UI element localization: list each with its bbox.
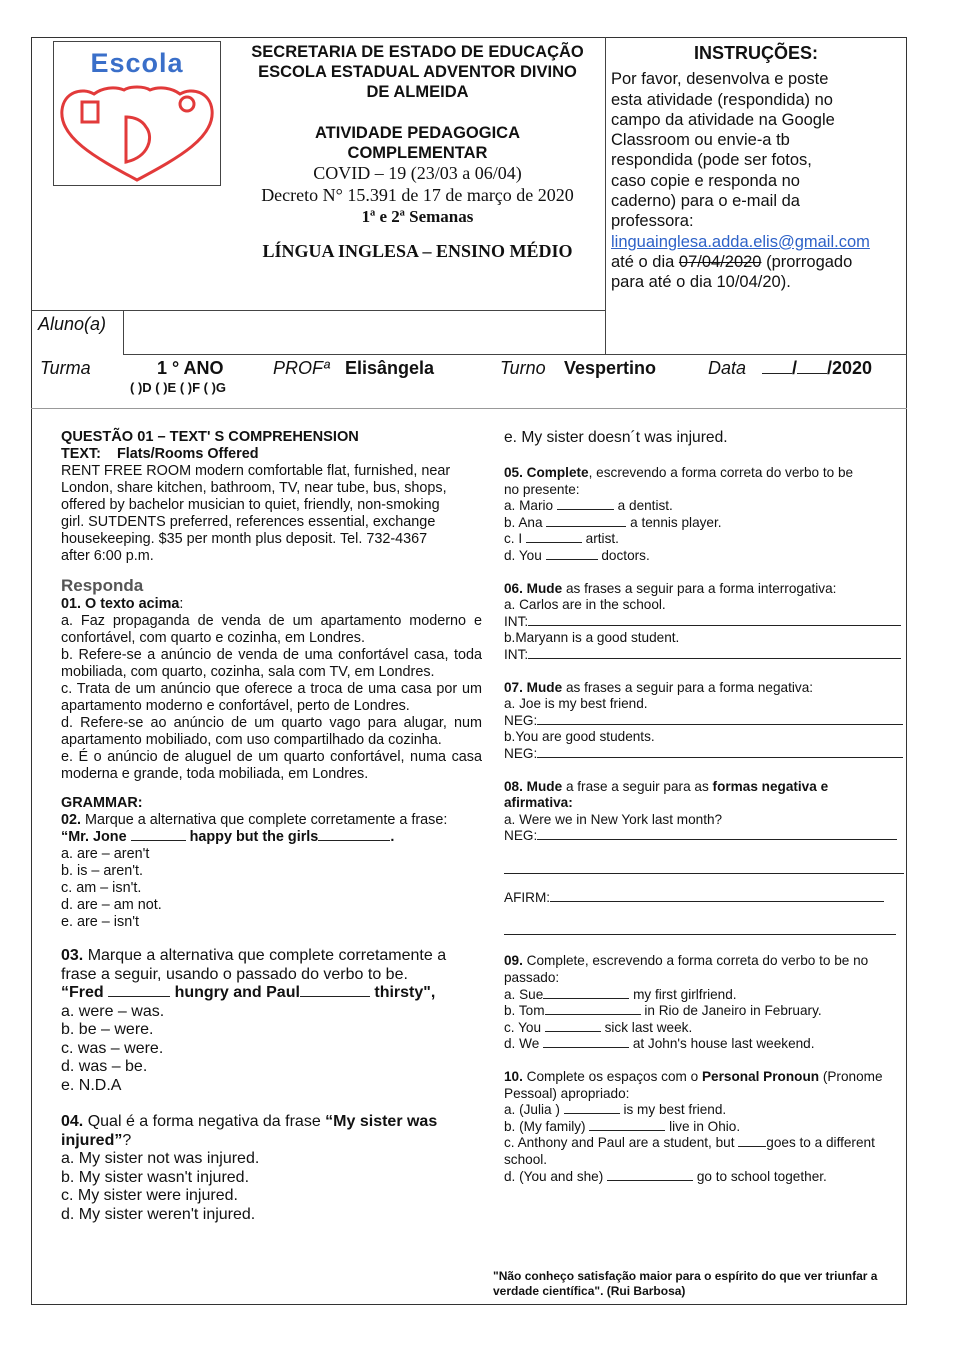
footer-quote (493, 1269, 903, 1299)
q06-number: 06. Mude (504, 580, 563, 596)
q09-text2: passado: (504, 970, 560, 986)
q05-text2: no presente: (504, 481, 580, 497)
q07-neg1 (504, 713, 904, 730)
q10-number: 10. (504, 1069, 523, 1085)
q04-option-d[interactable]: d. My sister weren't injured. (61, 1205, 256, 1223)
q05-prompt (504, 465, 904, 482)
q08-answer-line[interactable] (550, 901, 884, 902)
q05-item-c (504, 531, 904, 548)
q05-c-blank[interactable] (526, 542, 582, 543)
q02-option-e[interactable]: e. are – isn't (61, 914, 139, 930)
q07-sentence-b: b.You are good students. (504, 729, 655, 745)
date-field[interactable]: / /2020 (762, 358, 872, 379)
q04-prompt (61, 1113, 482, 1150)
q03-part1: “Fred (61, 984, 109, 1001)
aluno-divider (123, 310, 124, 355)
q05-b-end: a tennis player. (626, 514, 722, 530)
q08-neg (504, 828, 904, 845)
q07-text: as frases a seguir para a forma negativa: (562, 679, 814, 695)
q08-bold: formas negativa e (712, 778, 829, 794)
deadline-line (611, 252, 901, 272)
logo-text: Escola (90, 48, 184, 78)
q05-a-start: a. Mario (504, 498, 557, 514)
q10-a-start: a. (Julia ) (504, 1102, 564, 1118)
q07-sentence-a: a. Joe is my best friend. (504, 696, 648, 712)
q10-a-blank[interactable] (564, 1113, 620, 1114)
activity-subtitle: COMPLEMENTAR (347, 144, 488, 162)
q09-d-start: d. We (504, 1036, 544, 1052)
instructions-line: Por favor, desenvolva e poste (611, 70, 829, 89)
q06-prompt (504, 581, 904, 598)
q05-b-blank[interactable] (546, 526, 626, 527)
q07-neg2-label: NEG: (504, 745, 538, 761)
responda-heading: Responda (61, 576, 144, 595)
text-line: London, share kitchen, bathroom, TV, near tube, bus, shops, (61, 480, 447, 496)
instructions-line: esta atividade (respondida) no (611, 90, 833, 109)
old-deadline: 07/04/2020 (678, 252, 762, 271)
q09-a-blank[interactable] (543, 998, 629, 999)
q10-item-d (504, 1169, 904, 1186)
q02-part1: “Mr. Jone (61, 829, 131, 845)
q04-option-c[interactable]: c. My sister were injured. (61, 1187, 238, 1204)
q01-option-b[interactable]: b. Refere-se a anúncio de venda de uma confortável casa, toda mobiliada, com quarto, cozinha, sala com TV, em Londres. (61, 647, 482, 680)
header-divider (605, 37, 606, 355)
q1-title: QUESTÃO 01 – TEXT' S COMPREHENSION (61, 429, 359, 445)
q03-option-b[interactable]: b. be – were. (61, 1021, 154, 1038)
q06-sentence-a: a. Carlos are in the school. (504, 597, 666, 613)
text-label: TEXT: (61, 446, 101, 462)
q04-quote: “My sister was injured” (61, 1113, 438, 1149)
q01-option-c[interactable]: c. Trata de um anúncio que oferece a troca de uma casa por um apartamento moderno e confortável, perto de Londres. (61, 681, 482, 714)
instructions-title: INSTRUÇÕES: (693, 43, 818, 63)
q10-item-c (504, 1135, 904, 1152)
q03-part2: hungry and Paul (170, 984, 300, 1001)
q07-answer-line[interactable] (537, 724, 903, 725)
q03-block (61, 947, 482, 1224)
turno-value: Vespertino (564, 358, 657, 378)
text-line: offered by bachelor musician to quiet, friendly, non-smoking (61, 497, 440, 513)
left-column (61, 429, 482, 1224)
q08-neg-label: NEG: (504, 828, 538, 844)
q07-number: 07. Mude (504, 679, 563, 695)
instructions-line: campo da atividade na Google (611, 110, 835, 129)
q10-a-end: is my best friend. (619, 1102, 727, 1118)
q04-number: 04. (61, 1113, 84, 1130)
q02-option-b[interactable]: b. is – aren't. (61, 863, 143, 879)
q03-text2: frase a seguir, usando o passado do verbo to be. (61, 965, 408, 983)
q02-part3: . (390, 829, 395, 845)
q06-int2-label: INT: (504, 646, 529, 662)
q04-option-a[interactable]: a. My sister not was injured. (61, 1150, 260, 1167)
heart-logo-icon (54, 42, 220, 185)
teacher-email-link[interactable]: linguainglesa.adda.elis@gmail.com (611, 232, 870, 251)
q03-option-e[interactable]: e. N.D.A (61, 1076, 122, 1094)
header-center (230, 42, 605, 262)
q06-text: as frases a seguir para a forma interrogativa: (562, 580, 837, 596)
q02-text: Marque a alternativa que complete corretamente a frase: (81, 812, 448, 828)
q05-item-a (504, 498, 904, 515)
q07-answer-line[interactable] (537, 757, 903, 758)
q07-neg2 (504, 746, 904, 763)
date-year: /2020 (827, 358, 873, 378)
q02-sentence (61, 829, 482, 846)
q09-d-blank[interactable] (543, 1047, 629, 1048)
q01-label-text: 01. O texto acima (61, 596, 180, 612)
q04-option-b[interactable]: b. My sister wasn't injured. (61, 1168, 250, 1186)
school-name-line2: DE ALMEIDA (366, 83, 469, 101)
q09-item-c (504, 1020, 904, 1037)
decreto-line: Decreto N° 15.391 de 17 de março de 2020 (261, 185, 574, 205)
q10-c3: school. (504, 1152, 548, 1167)
q10-d-blank[interactable] (607, 1180, 693, 1181)
instructions-box (611, 43, 901, 293)
q07-prompt (504, 680, 904, 697)
q10-d-start: d. (You and she) (504, 1168, 608, 1184)
q05-c-end: artist. (581, 531, 619, 547)
q10-text: Complete os espaços com o (522, 1069, 702, 1085)
q06-int1-label: INT: (504, 613, 529, 629)
instructions-line: respondida (pode ser fotos, (611, 151, 812, 170)
q02-part2: happy but the girls (185, 829, 319, 845)
q10-d-end: go to school together. (693, 1168, 827, 1184)
q10-c-start: c. Anthony and Paul are a student, but (504, 1135, 739, 1151)
quote-line2: verdade científica". (Rui Barbosa) (493, 1284, 686, 1298)
q10-b-end: live in Ohio. (665, 1118, 741, 1134)
q09-b-end: in Rio de Janeiro in February. (640, 1003, 822, 1019)
school-name-line: ESCOLA ESTADUAL ADVENTOR DIVINO (258, 63, 577, 81)
info-bottom-rule (31, 408, 907, 409)
q09-c-end: sick last week. (600, 1019, 693, 1035)
q08-answer-line-2[interactable] (504, 845, 904, 874)
q08-afirm (504, 890, 904, 907)
instructions-line: professora: (611, 212, 694, 231)
q09-text: Complete, escrevendo a forma correta do verbo to be no (522, 953, 869, 969)
q10-b-start: b. (My family) (504, 1118, 590, 1134)
q05-number: 05. Complete (504, 465, 589, 480)
q08-afirm-label: AFIRM: (504, 889, 551, 905)
q03-option-c[interactable]: c. was – were. (61, 1039, 164, 1057)
q09-b-start: b. Tom (504, 1003, 545, 1019)
aluno-label: Aluno(a) (38, 314, 107, 334)
text-line: housekeeping. $35 per month plus deposit. Tel. 732-4367 (61, 531, 428, 547)
q08-number: 08. Mude (504, 778, 563, 794)
turma-label: Turma (40, 358, 91, 378)
turno-label: Turno (500, 358, 546, 378)
prof-name: Elisângela (345, 358, 435, 378)
q09-c-blank[interactable] (545, 1031, 601, 1032)
semanas-line: 1ª e 2ª Semanas (361, 207, 474, 226)
q06-answer-line[interactable] (528, 658, 901, 659)
q10-c-blank[interactable] (738, 1146, 766, 1147)
q04-qmark: ? (122, 1131, 132, 1149)
q10-prompt (504, 1069, 904, 1086)
q05-d-blank[interactable] (546, 559, 598, 560)
q05-d-start: d. You (504, 547, 546, 563)
prof-label: PROFª (273, 358, 330, 378)
q01-option-d[interactable]: d. Refere-se ao anúncio de um quarto vago para alugar, num apartamento mobiliado, com uso compartilhado da cozinha. (61, 715, 482, 748)
q09-d-end: at John's house last weekend. (629, 1036, 815, 1052)
q10-item-b (504, 1119, 904, 1136)
q09-prompt (504, 953, 904, 970)
q02-option-a[interactable]: a. are – aren't (61, 846, 150, 862)
q05-c-start: c. I (504, 531, 526, 547)
q09-item-b (504, 1003, 904, 1020)
info-rule (123, 354, 907, 355)
q09-c-start: c. You (504, 1019, 545, 1035)
q06-answer-line[interactable] (528, 625, 901, 626)
q05-a-end: a dentist. (613, 498, 673, 514)
q10-item-a (504, 1102, 904, 1119)
new-deadline-line: para até o dia 10/04/20). (611, 273, 791, 292)
q03-number: 03. (61, 947, 84, 964)
grammar-heading: GRAMMAR: (61, 795, 143, 811)
q06-int2 (504, 647, 904, 664)
q03-option-a[interactable]: a. were – was. (61, 1002, 165, 1020)
instructions-line: caso copie e responda no (611, 171, 800, 190)
q02-number: 02. (61, 812, 82, 828)
q08-text: a frase a seguir para as (562, 778, 713, 794)
q01-label (61, 596, 482, 613)
text-line: after 6:00 p.m. (61, 548, 154, 564)
q09-a-end: my first girlfriend. (629, 986, 737, 1002)
q10-bold: Personal Pronoun (701, 1069, 820, 1085)
subject-line: LÍNGUA INGLESA – ENSINO MÉDIO (262, 241, 573, 261)
deadline-suffix: (prorrogado (761, 252, 853, 271)
q04-option-e[interactable]: e. My sister doesn´t was injured. (504, 429, 728, 446)
text-title-line (61, 446, 482, 463)
q10-b-blank[interactable] (589, 1130, 665, 1131)
q05-d-end: doctors. (597, 547, 650, 563)
q01-option-a[interactable]: a. Faz propaganda de venda de um apartamento moderno e confortável, com quarto e cozinha, em Londres. (61, 613, 482, 646)
q09-item-d (504, 1036, 904, 1053)
activity-title: ATIVIDADE PEDAGOGICA (314, 124, 521, 142)
instructions-line: caderno) para o e-mail da (611, 192, 800, 211)
right-column (504, 429, 904, 1185)
q10-c-end: goes to a different (766, 1135, 875, 1151)
q05-item-b (504, 515, 904, 532)
text-line: girl. SUTDENTS preferred, references essential, exchange (61, 514, 436, 530)
ano-value: 1 ° ANO (157, 358, 224, 378)
q05-b-start: b. Ana (504, 514, 547, 530)
q03-text1: Marque a alternativa que complete corretamente a (83, 947, 447, 964)
q02-option-d[interactable]: d. are – am not. (61, 897, 162, 913)
q05-item-d (504, 548, 904, 565)
q02-prompt (61, 812, 482, 829)
q03-part3: thirsty", (369, 984, 436, 1001)
q08-sentence: a. Were we in New York last month? (504, 811, 723, 827)
q03-option-d[interactable]: d. was – be. (61, 1058, 148, 1075)
school-logo (53, 41, 221, 186)
q06-int1 (504, 614, 904, 631)
q09-a-start: a. Sue (504, 986, 544, 1002)
turma-options[interactable]: ( )D ( )E ( )F ( )G (130, 380, 227, 395)
q03-sentence (61, 984, 482, 1003)
secretaria-line: SECRETARIA DE ESTADO DE EDUCAÇÃO (251, 43, 584, 61)
q08-answer-line[interactable] (537, 839, 897, 840)
q05-text: , escrevendo a forma correta do verbo to be (588, 465, 854, 480)
instructions-line: Classroom ou envie-a tb (611, 131, 790, 150)
q09-b-blank[interactable] (545, 1014, 641, 1015)
covid-line: COVID – 19 (23/03 a 06/04) (313, 163, 522, 183)
q10-text2: (Pronome (819, 1069, 883, 1085)
q04-text: Qual é a forma negativa da frase (83, 1113, 326, 1130)
q07-neg1-label: NEG: (504, 712, 538, 728)
q01-option-e[interactable]: e. É o anúncio de aluguel de um quarto confortável, numa casa moderna e grande, toda mobiliada, em Londres. (61, 749, 482, 782)
text-line: RENT FREE ROOM modern comfortable flat, furnished, near (61, 463, 451, 479)
q09-number: 09. (504, 953, 523, 969)
q06-sentence-b: b.Maryann is a good student. (504, 630, 680, 646)
text-title: Flats/Rooms Offered (116, 446, 259, 462)
q05-a-blank[interactable] (557, 509, 614, 510)
deadline-prefix: até o dia (611, 252, 679, 271)
quote-line1: "Não conheço satisfação maior para o espírito do que ver triunfar a (493, 1269, 878, 1283)
q02-option-c[interactable]: c. am – isn't. (61, 880, 142, 896)
q08-bold2: afirmativa: (504, 795, 573, 811)
q10-text3: Pessoal) apropriado: (504, 1085, 630, 1101)
q08-prompt (504, 779, 904, 796)
q09-item-a (504, 987, 904, 1004)
q03-prompt (61, 947, 482, 966)
data-label: Data (708, 358, 747, 378)
q08-answer-line-3[interactable] (504, 906, 896, 935)
q01-colon: : (179, 596, 184, 612)
header-rule (31, 310, 605, 311)
